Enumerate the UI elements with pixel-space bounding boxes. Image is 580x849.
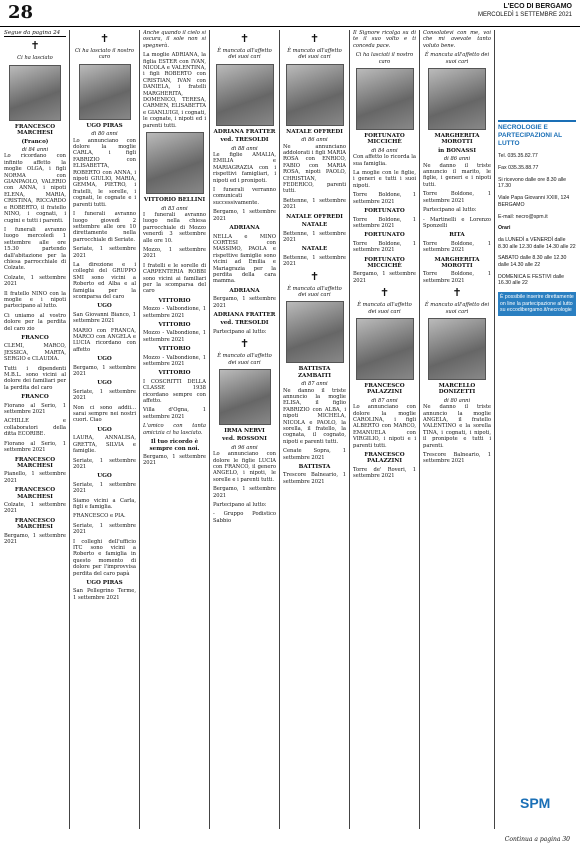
notice-text: La moglie con le figlie, i generi e tutti i suoi nipoti.: [353, 170, 416, 189]
announcement-intro: È mancato all'affetto dei suoi cari: [424, 302, 490, 315]
notice-text: FRANCESCO e PIA.: [73, 513, 126, 520]
portrait-photo: [356, 318, 414, 380]
announcement-intro: È mancata all'affetto dei suoi cari: [357, 302, 412, 315]
notice-place-date: Torre Boldone, 1 settembre 2021: [423, 191, 491, 204]
notice-text: Ne danno il triste annuncio il marito, le figlie, i generi e i nipoti tutti.: [423, 162, 491, 188]
notice-place-date: Colzate, 1 settembre 2021: [4, 274, 66, 288]
notice-place-date: Trescore Balneario, 1 settembre 2021: [423, 452, 491, 465]
sunday-hours: DOMENICA E FESTIVI dalle 16.30 alle 22: [498, 273, 565, 287]
paper-masthead: [478, 3, 572, 19]
deceased-name: UGO PIRAS: [86, 122, 123, 129]
notice-place-date: Bettenne, 1 settembre 2021: [283, 197, 346, 211]
deceased-name: IRMA NERVI: [224, 428, 265, 434]
portrait-photo: [216, 64, 274, 126]
fax-number: Fax 035.35.88.77: [498, 164, 539, 171]
notice-place-date: Fiorano al Serio, 1 settembre 2021: [4, 402, 66, 416]
notice-place-date: Torre Boldone, 1 settembre 2021: [423, 271, 491, 284]
portrait-photo: [9, 65, 61, 121]
deceased-name: FRANCESCO PALAZZINI: [364, 382, 405, 396]
notice-text: LAURA, ANNALISA, GRETTA, SILVIA e famiglie.: [73, 435, 136, 455]
notice-text: Partecipano al lutto:: [213, 328, 267, 335]
deceased-name: MARCELLO DONIZETTI: [438, 382, 476, 396]
notice-text: Ne annunciano addolorati i figli MARIA ROSA con ENRICO, FABIO con MARIA ROSA, nipoti PAOLO, CHRISTIAN, FEDERICO, parenti tutti.: [283, 143, 346, 195]
notice-text: I funerali verranno comunicati successivamente.: [213, 187, 276, 206]
quote: Anche quando il cielo si oscura, il sole non si spegnerà.: [143, 30, 206, 49]
saturday-hours: SABATO dalle 8.30 alle 12.30 dalle 14.30 alle 22: [498, 255, 567, 269]
cross-icon: ✝: [30, 39, 40, 53]
obituary-column-2: [73, 30, 136, 829]
notice-place-date: Seriate, 1 settembre 2021: [73, 246, 136, 259]
notice-text: Partecipano al lutto:: [423, 207, 477, 214]
column-rule: [279, 30, 280, 829]
notice-text: MARIO con FRANCA, MARCO con ANGELA e LUCIA ricordano con affetto: [73, 327, 136, 353]
deceased-name: FRANCESCO PALAZZINI: [364, 452, 405, 465]
deceased-name: UGO: [97, 380, 112, 387]
notice-text: CLEMI, MARCO, JESSICA, MARTA, SERGIO e CLAUDIA.: [4, 343, 66, 363]
notice-text: I fratelli e le sorelle di CARPENTERIA ROBBI sono vicini ai familiari per la scomparsa del caro: [143, 262, 206, 295]
notice-text: NELLA e MINO CORTESI con MASSIMO, PAOLA e rispettive famiglie sono vicini ad Emilia e Mariagrazia per la perdita della cara mamma.: [213, 233, 276, 285]
notice-place-date: Colzate, 1 settembre 2021: [4, 501, 66, 515]
notice-place-date: Bettenne, 1 settembre 2021: [283, 230, 346, 243]
notice-place-date: Bergamo, 1 settembre 2021: [4, 532, 66, 545]
notice-place-date: Pianello, 1 settembre 2021: [4, 471, 66, 484]
notice-text: Ne danno il triste annuncio la moglie ANGELA, il fratello VALENTINO e la sorella TINA, i cognati, i nipoti, il pronipote e tutti i parenti.: [423, 404, 491, 449]
deceased-age: di 86 anni: [443, 156, 471, 163]
column-rule: [69, 30, 70, 829]
address: Viale Papa Giovanni XXIII, 124 BERGAMO: [498, 195, 570, 208]
deceased-name: FRANCO: [21, 394, 49, 401]
notice-text: La moglie ADRIANA, la figlia ESTER con IVAN, NICOLA e VALENTINA, i figli ROBERTO con CRISTIAN, IVAN con DANIELA, i fratelli MARGHERITA, DOMENICO, TERESA, CARMEN, ELISABETTA e GIANLUIGI, i cognati, le cognate, i nipoti ed i parenti tutti.: [143, 52, 206, 129]
notice-text: Lo annunciano con dolore le figlie LUCIA con FRANCO, il genero ANGELO, i nipoti, le sorelle e i parenti tutti.: [213, 451, 276, 483]
deceased-name: FORTUNATO: [364, 232, 405, 239]
hours-title: Orari: [498, 225, 511, 232]
notice-place-date: Bettenne, 1 settembre 2021: [283, 254, 346, 268]
deceased-name: NATALE: [301, 222, 328, 229]
continued-on: Continua a pagina 30: [504, 836, 570, 843]
deceased-name: FORTUNATO MICCICHÈ: [364, 256, 405, 269]
phone-number: Tel. 035.35.82.77: [498, 153, 538, 160]
notice-place-date: Torre Boldone, 1 settembre 2021: [423, 240, 491, 254]
deceased-name: FRANCESCO MARCHESI: [14, 517, 56, 531]
portrait-photo: [219, 369, 271, 425]
notice-place-date: San Giovanni Bianco, 1 settembre 2021: [73, 311, 136, 325]
deceased-name: ADRIANA: [229, 225, 260, 232]
obituary-column-7: [423, 30, 491, 829]
spm-logo: SPM: [520, 795, 551, 811]
obituary-column-1: [4, 30, 66, 829]
notice-place-date: Villa d'Ogna, 1 settembre 2021: [143, 407, 206, 420]
deceased-name: FRANCO: [21, 335, 49, 341]
notice-place-date: Torre Boldone, 1 settembre 2021: [353, 216, 416, 229]
deceased-name: NATALE: [301, 246, 328, 253]
notice-place-date: Bergamo, 1 settembre 2021: [143, 453, 206, 467]
portrait-photo: [286, 64, 344, 126]
cross-icon: ✝: [239, 337, 250, 351]
obituary-column-5: [283, 30, 346, 829]
deceased-age: di 80 anni: [91, 131, 118, 138]
notice-text: I funerali avranno luogo giovedì 2 settembre alle ore 10 direttamente nella parrocchiale di Seriate.: [73, 211, 136, 243]
deceased-name: ADRIANA FRATTER: [213, 128, 276, 135]
page-header: [0, 0, 580, 27]
deceased-name: FRANCESCO MARCHESI: [14, 487, 56, 500]
deceased-name: FRANCESCO MARCHESI: [14, 123, 56, 137]
announcement-intro: È mancato all'affetto dei suoi cari: [217, 353, 272, 366]
notice-place-date: Mozzo - Valbondione, 1 settembre 2021: [143, 330, 206, 343]
portrait-photo: [428, 68, 486, 130]
notice-text: Lo ricordano con infinito affetto la moglie OLGA, i figli NORMA con GIANPAOLO, VALERIO con ANNA, i nipoti ELENA, MARIA, CRISTINA, RICCARDO e ROBERTO, il fratello NINO, i cognati, i cugini e tutti i parenti.: [4, 153, 66, 224]
deceased-age: di 84 anni: [371, 147, 398, 154]
announcement-intro: Ci ha lasciato: [17, 55, 53, 62]
announcement-intro: È mancata all'affetto dei suoi cari: [287, 285, 342, 298]
notice-text: I funerali avranno luogo mercoledì 1 settembre alle ore 15.30 partendo dall'abitazione per la chiesa parrocchiale di Colzate.: [4, 226, 66, 272]
column-rule: [349, 30, 350, 829]
deceased-name: FORTUNATO MICCICHÈ: [364, 133, 405, 146]
deceased-name: FRANCESCO MARCHESI: [14, 456, 56, 469]
deceased-name: VITTORIO: [158, 346, 191, 353]
paper-date: MERCOLEDÌ 1 SETTEMBRE 2021: [477, 12, 572, 18]
column-rule: [209, 30, 210, 829]
deceased-name: BATTISTA: [298, 464, 331, 471]
notice-place-date: Bergamo, 1 settembre 2021: [353, 271, 416, 284]
deceased-name: MARGHERITA MOROTTI: [434, 256, 480, 269]
deceased-name: VITTORIO: [158, 370, 191, 377]
notice-place-date: Trescore Balneario, 1 settembre 2021: [283, 472, 346, 485]
quote: Consolatevi con me, voi che mi avevate tanto voluto bene.: [423, 30, 491, 49]
deceased-name: ADRIANA: [229, 287, 260, 294]
cross-icon: ✝: [99, 32, 110, 45]
notice-place-date: San Pellegrino Terme, 1 settembre 2021: [73, 588, 136, 601]
notice-place-date: Bergamo, 1 settembre 2021: [73, 364, 136, 378]
deceased-age: di 84 anni: [21, 147, 49, 154]
deceased-age: di 80 anni: [443, 397, 471, 404]
notice-place-date: Torre de' Roveri, 1 settembre 2021: [353, 466, 416, 480]
notice-text: Siamo vicini a Carla, figli e famiglia.: [73, 497, 136, 510]
deceased-name: NATALE OFFREDI: [286, 213, 343, 220]
notice-text: Il fratello NINO con la moglie e i nipoti partecipano al lutto.: [4, 290, 66, 310]
portrait-photo: [286, 301, 344, 363]
continued-from: Segue da pagina 24: [4, 30, 66, 37]
notice-text: I COSCRITTI DELLA CLASSE 1938 ricordano sempre con affetto.: [143, 378, 206, 405]
cross-icon: ✝: [239, 32, 250, 45]
column-rule: [139, 30, 140, 829]
weekday-hours: da LUNEDÌ a VENERDÌ dalle 8.30 alle 12.30 dalle 14.30 alle 22: [498, 237, 576, 250]
notice-place-date: Torre Boldone, 1 settembre 2021: [353, 192, 416, 205]
notice-place-date: Bergamo, 1 settembre 2021: [213, 209, 276, 222]
notice-text: Con affetto lo ricorda la sua famiglia.: [353, 154, 416, 167]
deceased-married-name: in BONASSI: [438, 147, 476, 154]
page-number: 28: [8, 2, 34, 23]
notice-text: Le figlie AMALIA, EMILIA e MARIAGRAZIA con i rispettivi famigliari, i nipoti ed i pronipoti.: [213, 152, 276, 184]
deceased-name: VITTORIO: [158, 297, 191, 304]
quote: Il Signore ricolga su di te il suo volto e ti conceda pace.: [353, 30, 416, 49]
notice-text: - Gruppo Podistico Sabbio: [213, 511, 276, 524]
deceased-age: di 88 anni: [231, 145, 258, 152]
notice-text: Tutti i dipendenti M.B.L. sono vicini al dolore dei familiari per la perdita del caro: [4, 365, 66, 391]
deceased-name: UGO: [97, 303, 112, 310]
notice-text: L'amico con tanta amicizia ci ha lasciato.: [143, 423, 206, 436]
cross-icon: ✝: [309, 32, 320, 45]
deceased-age: di 86 anni: [301, 137, 328, 144]
sidebar-title: NECROLOGIE E PARTECIPAZIONI AL LUTTO: [498, 120, 576, 148]
portrait-photo: [79, 64, 131, 120]
deceased-age: di 96 anni: [231, 444, 258, 451]
notice-text: Ne danno il triste annuncio la moglie ELISA, il figlio FABRIZIO con ALBA, i nipoti MICHELA, NICOLA e PAOLO, la sorella, il fratello, la cognata, il cognato, nipoti e parenti tutti.: [283, 387, 346, 445]
deceased-name: VITTORIO BELLINI: [143, 197, 206, 204]
deceased-married-name: ved. TRESOLDI: [220, 137, 269, 144]
notice-place-date: Fiorano al Serio, 1 settembre 2021: [4, 440, 66, 454]
deceased-name: UGO: [97, 473, 112, 480]
deceased-married-name: ved. TRESOLDI: [220, 320, 269, 327]
obituary-column-3: [143, 30, 206, 829]
portrait-photo: [428, 318, 486, 380]
deceased-name: VITTORIO: [158, 322, 191, 328]
notice-place-date: Mozzo - Valbondione, 1 settembre 2021: [143, 306, 206, 319]
notice-text: Lo annunciano con dolore la moglie CARLA, i figli FABRIZIO con ELISABETTA, ROBERTO con ANNA, i nipoti GIULIO, MARIA, GEMMA, PIETRO, i fratelli, le sorelle, i cognati, le cognate e i parenti tutti.: [73, 137, 136, 208]
deceased-name: RITA: [449, 232, 465, 239]
column-rule: [494, 30, 495, 829]
announcement-intro: È mancata all'affetto dei suoi cari: [217, 48, 272, 61]
deceased-nickname: (Franco): [21, 138, 49, 145]
notice-text: I funerali avranno luogo nella chiesa parrocchiale di Mozzo venerdì 3 settembre alle ore 10.: [143, 211, 206, 244]
notice-place-date: Seriate, 1 settembre 2021: [73, 457, 136, 470]
announcement-intro: È mancata all'affetto dei suoi cari: [424, 52, 490, 65]
portrait-photo: [146, 132, 204, 194]
deceased-name: FORTUNATO: [364, 208, 405, 215]
notice-text: La direzione e i colleghi del GRUPPO SMI sono vicini a Roberto ed Alba e al famiglia per la scomparsa del caro: [73, 261, 136, 300]
cross-icon: ✝: [452, 286, 462, 300]
notice-place-date: Bergamo, 1 settembre 2021: [213, 296, 276, 309]
deceased-name: UGO PIRAS: [86, 580, 123, 586]
notice-place-date: Mozzo, 1 settembre 2021: [143, 246, 206, 260]
deceased-name: UGO: [97, 426, 112, 433]
cross-icon: ✝: [309, 269, 320, 283]
notice-text: I colleghi dell'ufficio ITC sono vicini a Roberto e famiglia in questo momento di dolore per l'improvvisa perdita del caro papà: [73, 538, 136, 577]
notice-text: Lo annunciano con dolore la moglie CAROLINA, i figli ALBERTO con MARCO, EMANUELA con VIRGILIO, i nipoti e i parenti tutti.: [353, 404, 416, 449]
notice-text: Partecipano al lutto:: [213, 502, 267, 509]
hours-info: Si ricevono dalle ore 8.30 alle 17.30: [498, 176, 567, 190]
notice-text: Non ci sono addii... sarai sempre nei nostri cuori. Ciao: [73, 404, 136, 424]
email-address: E-mail: necro@spm.it: [498, 213, 548, 220]
portrait-photo: [356, 68, 414, 130]
notice-place-date: Torre Boldone, 1 settembre 2021: [353, 240, 416, 254]
paper-name: L'ECO DI BERGAMO: [503, 3, 572, 10]
notice-place-date: Cenate Sopra, 1 settembre 2021: [283, 448, 346, 461]
deceased-name: Il tuo ricordo è sempre con noi.: [149, 439, 200, 452]
online-submission-box: È possibile inserire direttamente on line la partecipazione al lutto su eccodibergamo.it/necrologie: [498, 292, 576, 316]
column-rule: [419, 30, 420, 829]
notice-place-date: Seriate, 1 settembre 2021: [73, 388, 136, 402]
info-sidebar: [498, 120, 576, 319]
deceased-age: di 87 anni: [301, 381, 328, 388]
deceased-name: NATALE OFFREDI: [286, 128, 343, 135]
deceased-name: BATTISTA ZAMBAITI: [297, 366, 332, 379]
deceased-name: MARGHERITA MOROTTI: [434, 133, 480, 146]
announcement-intro: Ci ha lasciati il nostro caro: [355, 52, 414, 65]
notice-place-date: Mozzo - Valbondione, 1 settembre 2021: [143, 354, 206, 368]
obituary-column-4: [213, 30, 276, 829]
deceased-age: di 87 anni: [371, 397, 398, 404]
obituary-column-6: [353, 30, 416, 829]
deceased-name: UGO: [97, 356, 112, 363]
announcement-intro: È mancato all'affetto dei suoi cari: [287, 48, 342, 61]
notice-text: ACHILLE e collaboratori della ditta ECORIBE.: [4, 418, 66, 438]
announcement-intro: Ci ha lasciato il nostro caro: [74, 48, 135, 61]
notice-place-date: Seriate, 1 settembre 2021: [73, 481, 136, 495]
deceased-name: ADRIANA FRATTER: [213, 311, 276, 318]
notice-text: Ci uniamo al vostro dolore per la perdita del caro zio: [4, 312, 66, 332]
notice-text: - Martinelli e Lorenzo Sponzelli: [423, 216, 491, 229]
notice-place-date: Seriate, 1 settembre 2021: [73, 522, 136, 536]
deceased-age: di 83 anni: [161, 205, 188, 212]
deceased-married-name: ved. ROSSONI: [222, 436, 267, 443]
cross-icon: ✝: [379, 286, 390, 300]
notice-place-date: Bergamo, 1 settembre 2021: [213, 486, 276, 499]
